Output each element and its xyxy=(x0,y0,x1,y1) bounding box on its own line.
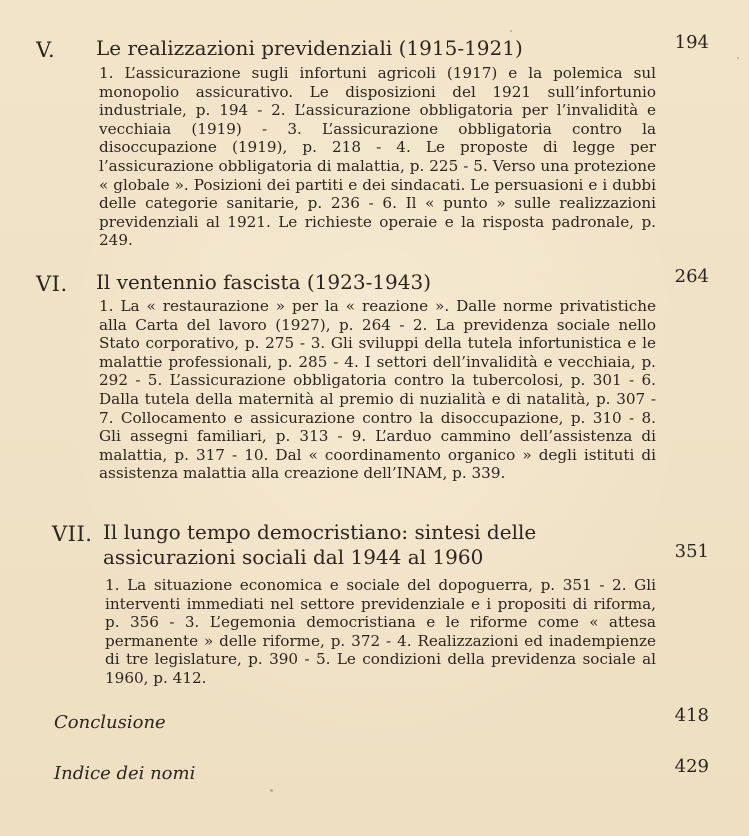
chapter-title: Il ventennio fascista (1923-1943) xyxy=(96,270,432,294)
paper-speck xyxy=(510,30,512,32)
back-matter-title: Conclusione xyxy=(54,712,166,733)
paper-speck xyxy=(270,789,273,792)
back-matter-page-number: 429 xyxy=(674,756,709,777)
chapter-number: VI. xyxy=(36,272,68,296)
chapter-number: V. xyxy=(36,38,56,62)
chapter-vii xyxy=(36,520,709,690)
chapter-title: Le realizzazioni previdenziali (1915-1921) xyxy=(96,36,523,60)
chapter-title: Il lungo tempo democristiano: sintesi delle assicurazioni sociali dal 1944 al 1960 xyxy=(103,520,537,569)
paper-speck xyxy=(737,57,739,59)
chapter-v xyxy=(36,32,709,256)
back-matter-title: Indice dei nomi xyxy=(54,763,196,784)
chapter-vi xyxy=(36,266,709,500)
chapter-summary: 1. La situazione economica e sociale del dopoguerra, p. 351 - 2. Gli interventi immediati nel settore previdenziale e i propositi di riforma, p. 356 - 3. L’egemonia democristiana e le riforme come « attesa permanente » delle riforme, p. 372 - 4. Realizzazioni ed inadempienze di tre legislature, p. 390 - 5. Le condizioni della previdenza sociale al 1960, p. 412. xyxy=(105,576,656,687)
chapter-number: VII. xyxy=(52,522,93,546)
chapter-page-number: 351 xyxy=(674,541,709,562)
chapter-summary: 1. La « restaurazione » per la « reazione ». Dalle norme privatistiche alla Carta del lavoro (1927), p. 264 - 2. La previdenza sociale nello Stato corporativo, p. 275 - 3. Gli sviluppi della tutela infortunistica e le malattie professionali, p. 285 - 4. I settori dell’invalidità e vecchiaia, p. 292 - 5. L’assicurazione obbligatoria contro la tubercolosi, p. 301 - 6. Dalla tutela della maternità al premio di nuzialità e di natalità, p. 307 - 7. Collocamento e assicurazione contro la disoccupazione, p. 310 - 8. Gli assegni familiari, p. 313 - 9. L’arduo cammino dell’assistenza di malattia, p. 317 - 10. Dal « coordinamento organico » degli istituti di assistenza malattia alla creazione dell’INAM, p. 339. xyxy=(99,297,656,483)
chapter-page-number: 194 xyxy=(674,32,709,53)
back-matter-page-number: 418 xyxy=(674,705,709,726)
chapter-page-number: 264 xyxy=(674,266,709,287)
chapter-summary: 1. L’assicurazione sugli infortuni agricoli (1917) e la polemica sul monopolio assicurativo. Le disposizioni del 1921 sull’infortunio industriale, p. 194 - 2. L’assicurazione obbligatoria per l’invalidità e vecchiaia (1919) - 3. L’assicurazione obbligatoria contro la disoccupazione (1919), p. 218 - 4. Le proposte di legge per l’assicurazione obbligatoria di malattia, p. 225 - 5. Verso una protezione « globale ». Posizioni dei partiti e dei sindacati. Le persuasioni e i dubbi delle categorie sanitarie, p. 236 - 6. Il « punto » sulle realizzazioni previdenziali al 1921. Le richieste operaie e la risposta padronale, p. 249. xyxy=(99,64,656,250)
